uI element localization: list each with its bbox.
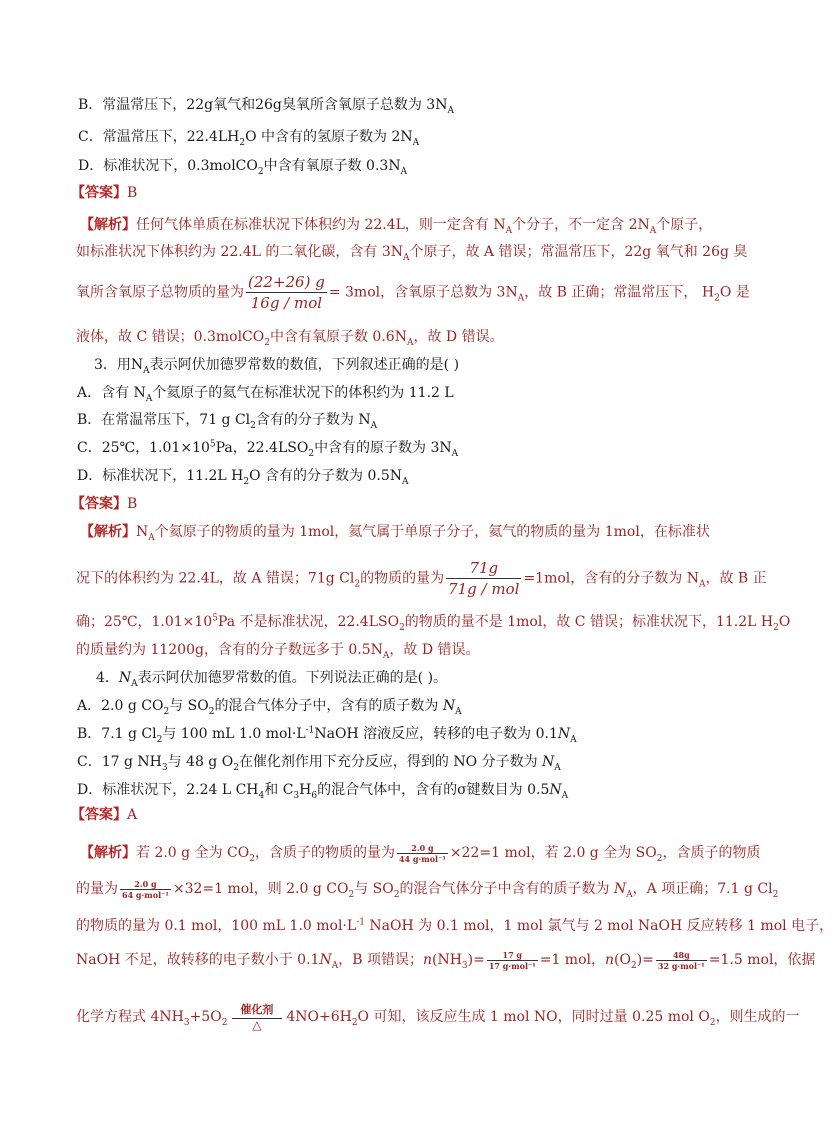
q4-analysis-line-5: 化学方程式 $4NH_3+5O_2$ 催化剂 △ $4NO+6H_2O$ 可知，该反应生成 1 mol NO，同时过量 0.25 mol $O_2$，则生成的一 <box>76 1002 800 1032</box>
q4-fraction-3: $\frac{17 g}{\text{17 g·mol⁻¹}}$ <box>488 949 536 971</box>
q3-answer: 【答案】B <box>71 496 138 512</box>
q4-option-a: A．2.0 g $CO_2$与 $SO_2$的混合气体分子中，含有的质子数为 $N_A$ <box>77 698 462 717</box>
q4-fraction-4: $\frac{48g}{\text{32 g·mol⁻¹}}$ <box>657 949 705 971</box>
q2-analysis-line-4: 液体，故 C 错误；0.3molCO$_2$中含有氧原子数 $0.6N_A$，故 D 错误。 <box>76 329 504 348</box>
q2-answer: 【答案】B <box>71 185 138 201</box>
q3-option-c: C．25℃，$1.01\times 10^5Pa$，$22.4LSO_2$中含有的原子数为 $3N_A$ <box>77 439 459 459</box>
q2-fraction: $\frac{(22+26) g}{\text{16g / mol}}$ <box>248 273 325 312</box>
reaction-condition: 催化剂 △ <box>232 1004 282 1031</box>
q4-option-d: D．标准状况下，2.24 L $CH_4$和 $C_3H_6$的混合气体中，含有的σ键数目为 $0.5N_A$ <box>77 782 569 801</box>
q3-option-b: B．在常温常压下，71 g $Cl_2$含有的分子数为 $N_A$ <box>77 412 378 431</box>
q2-analysis-line-1: 【解析】任何气体单质在标准状况下体积约为 22.4L，则一定含有 $N_A$个分子，不一定含 $2N_A$个原子， <box>80 217 713 236</box>
q4-answer: 【答案】A <box>71 807 138 823</box>
q4-fraction-1: $\frac{2.0 g}{\text{44 g·mol⁻¹}}$ <box>398 842 446 864</box>
q3-analysis-line-4: 的质量约为 11200g，含有的分子数远多于 $0.5N_A$，故 D 错误。 <box>76 642 480 661</box>
q2-option-d: D．标准状况下，0.3molCO$_2$中含有氧原子数 $0.3N_A$ <box>78 158 408 177</box>
q3-option-d: D．标准状况下，11.2L $H_2O$ 含有的分子数为 $0.5N_A$ <box>77 468 409 487</box>
q4-option-c: C．17 g $NH_3$与 48 g $O_2$在催化剂作用下充分反应，得到的 NO 分子数为 $N_A$ <box>77 754 561 773</box>
q3-fraction: $\frac{71g}{\text{71g / mol}}$ <box>448 559 520 598</box>
q4-option-b: B．7.1 g $Cl_2$与 100 mL 1.0 $mol\cdot L^{-1}NaOH$ 溶液反应，转移的电子数为 $0.1N_A$ <box>77 725 577 745</box>
q2-option-c: C．常温常压下，$22.4LH_2O$ 中含有的氢原子数为 $2N_A$ <box>78 129 420 148</box>
q2-option-b: B．常温常压下，22g氧气和26g臭氧所含氧原子总数为 $3N_A$ <box>78 97 454 116</box>
q3-option-a: A．含有 $N_A$个氦原子的氦气在标准状况下的体积约为 11.2 L <box>77 385 454 404</box>
q4-stem: 4．$N_A$表示阿伏加德罗常数的值。下列说法正确的是( )。 <box>96 670 448 689</box>
q3-analysis-line-1: 【解析】$N_A$个氦原子的物质的量为 1mol，氦气属于单原子分子，氦气的物质的量为 1mol，在标准状 <box>80 524 710 543</box>
q2-analysis-line-2: 如标准状况下体积约为 22.4L 的二氧化碳，含有 $3N_A$个原子，故 A 错误；常温常压下，22g 氧气和 26g 臭 <box>76 244 748 263</box>
q4-analysis-line-2: 的量为 $\frac{2.0 g}{\text{64 g·mol⁻¹}}$ ×32=1 mol，则 2.0 g $CO_2$与 $SO_2$的混合气体分子中含有的质子数为 $N_A$，A 项正确；7.1 g $Cl_2$ <box>76 878 779 900</box>
q2-analysis-line-3: 氧所含氧原子总物质的量为 $\frac{(22+26) g}{\text{16g / mol}}$ = 3mol，含氧原子总数为 $3N_A$，故 B 正确；常温常压下， $H_2O$ 是 <box>76 273 750 312</box>
q4-analysis-line-1: 【解析】若 2.0 g 全为 $CO_2$，含质子的物质的量为 $\frac{2.0 g}{\text{44 g·mol⁻¹}}$ ×22=1 mol，若 2.0 g 全为 $SO_2$，含质子的物质 <box>80 842 761 864</box>
q3-analysis-line-2: 况下的体积约为 22.4L，故 A 错误；71g $Cl_2$的物质的量为 $\frac{71g}{\text{71g / mol}}$ =1mol，含有的分子数为 $N_A$，故 B 正 <box>76 559 767 598</box>
q4-analysis-line-3: 的物质的量为 0.1 mol，100 mL 1.0 $mol\cdot L^{-1}$ NaOH 为 0.1 mol，1 mol 氯气与 2 mol NaOH 反应转移 1 mol 电子， <box>76 917 833 934</box>
q3-analysis-line-3: 确；25℃，$1.01\times 10^5Pa$ 不是标准状况，$22.4LSO_2$的物质的量不是 1mol，故 C 错误；标准状况下，11.2L $H_2O$ <box>76 613 791 633</box>
q4-fraction-2: $\frac{2.0 g}{\text{64 g·mol⁻¹}}$ <box>122 878 169 900</box>
q4-analysis-line-4: NaOH 不足，故转移的电子数小于 $0.1N_A$，B 项错误；$n(NH_3)=$ $\frac{17 g}{\text{17 g·mol⁻¹}}$ =1 mol，$n(O_2)=$ $\frac{48g}{\text{32 g·mol⁻¹}}$ =1.5 mol，依据 <box>76 949 816 971</box>
q3-stem: 3．用$N_A$表示阿伏加德罗常数的数值，下列叙述正确的是( ) <box>94 357 460 376</box>
